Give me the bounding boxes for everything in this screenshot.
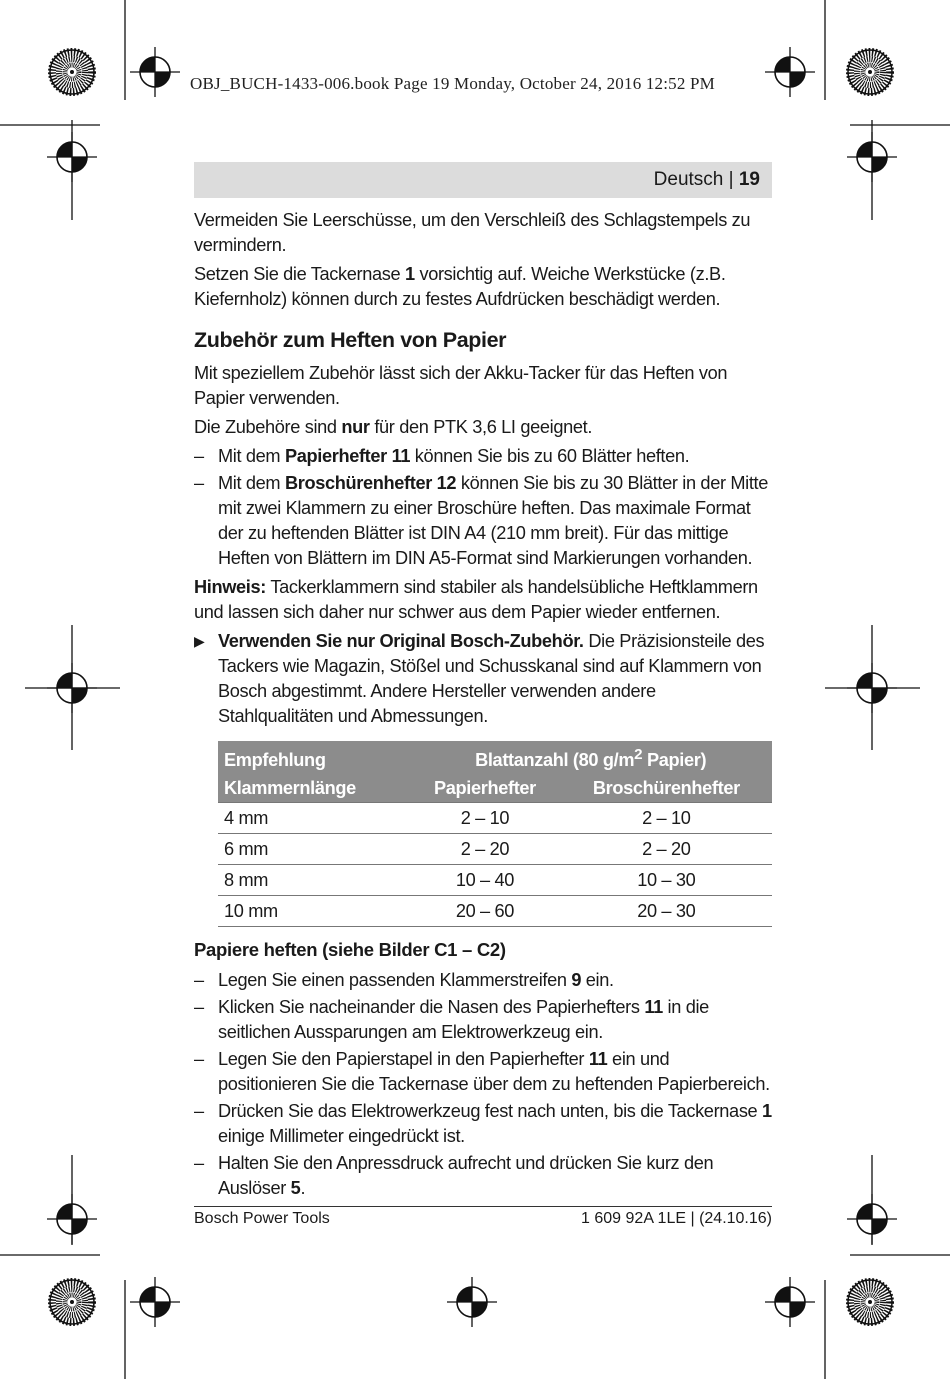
intro-paragraph-1: Vermeiden Sie Leerschüsse, um den Verschleiß des Schlagstempels zu vermindern. (194, 210, 751, 255)
table-header-broschuerenhefter: Broschürenhefter (561, 774, 772, 803)
cross-mark (130, 1277, 180, 1327)
step-item: – Legen Sie einen passenden Klammerstreifen 9 ein. (194, 970, 614, 991)
step-item: – Klicken Sie nacheinander die Nasen des Papierhefters 11 in die seitlichen Aussparungen am Elektrowerkzeug ein. (194, 997, 709, 1043)
section-paragraph-1: Mit speziellem Zubehör lässt sich der Akku-Tacker für das Heften von Papier verwenden. (194, 363, 728, 408)
table-row: 4 mm 2 – 10 2 – 10 (218, 803, 772, 834)
page-label (654, 169, 760, 191)
cross-mark (447, 1277, 497, 1327)
list-item: – Mit dem Broschürenhefter 12 können Sie bis zu 30 Blätter in der Mitte mit zwei Klammern zu einer Broschüre heften. Das maximale Format der zu heftenden Blätter ist DIN A4 (210 mm breit). Für das mittige Heften von Blättern im DIN A5-Format sind Markierungen vorhanden. (194, 473, 769, 568)
staple-table (218, 741, 772, 927)
section-title: Zubehör zum Heften von Papier (194, 328, 507, 352)
page-header-bar (194, 162, 772, 198)
footer-doc-number: 1 609 92A 1LE | (24.10.16) (581, 1210, 772, 1227)
star-mark-bottom-left (50, 1280, 94, 1324)
step-item: – Legen Sie den Papierstapel in den Papierhefter 11 ein und positionieren Sie die Tackernase über dem zu heftenden Papierbereich. (194, 1049, 770, 1095)
step-item: – Halten Sie den Anpressdruck aufrecht und drücken Sie kurz den Auslöser 5. (194, 1153, 714, 1199)
table-row: 6 mm 2 – 20 2 – 20 (218, 834, 772, 865)
instructions-title: Papiere heften (siehe Bilder C1 – C2) (194, 939, 506, 961)
cross-mark (765, 47, 815, 97)
language-label: Deutsch (653, 169, 724, 190)
proof-header: OBJ_BUCH-1433-006.book Page 19 Monday, October 24, 2016 12:52 PM (190, 74, 715, 93)
note-paragraph: Hinweis: Tackerklammern sind stabiler als handelsübliche Heftklammern und lassen sich daher nur schwer aus dem Papier wieder entfernen. (194, 577, 758, 622)
table-header-group: Blattanzahl (80 $g/m^2$ Papier) (409, 741, 772, 774)
table-header-col1-line2: Klammernlänge (218, 774, 409, 803)
cross-mark (130, 47, 180, 97)
cross-mark (765, 1277, 815, 1327)
star-mark-bottom-right (848, 1280, 892, 1324)
star-mark-top-left (50, 50, 94, 94)
warning-item: ▶ Verwenden Sie nur Original Bosch-Zubehör. Die Präzisionsteile des Tackers wie Magazin, Stößel und Schusskanal sind auf Klammern von Bosch abgestimmt. Andere Hersteller verwenden andere Stahlqualitäten und Abmessungen. (194, 631, 765, 726)
page-number: 19 (738, 169, 760, 190)
section-paragraph-2: Die Zubehöre sind nur für den PTK 3,6 LI geeignet. (194, 417, 593, 437)
table-header-papierhefter: Papierhefter (409, 774, 560, 803)
table-row: 8 mm 10 – 40 10 – 30 (218, 865, 772, 896)
list-item: – Mit dem Papierhefter 11 können Sie bis zu 60 Blätter heften. (194, 446, 690, 466)
step-item: – Drücken Sie das Elektrowerkzeug fest nach unten, bis die Tackernase 1 einige Millimeter eingedrückt ist. (194, 1101, 772, 1147)
footer-brand: Bosch Power Tools (194, 1210, 330, 1227)
main-content (194, 208, 772, 1203)
intro-paragraph-2: Setzen Sie die Tackernase 1 vorsichtig auf. Weiche Werkstücke (z.B. Kiefernholz) können durch zu festes Aufdrücken beschädigt werden. (194, 264, 726, 309)
table-header-col1-line1: Empfehlung (218, 741, 409, 774)
header-separator: | (723, 169, 739, 190)
star-mark-top-right (848, 50, 892, 94)
triangle-bullet-icon: ▶ (194, 633, 205, 649)
footer-rule (194, 1206, 772, 1207)
table-row: 10 mm 20 – 60 20 – 30 (218, 896, 772, 927)
